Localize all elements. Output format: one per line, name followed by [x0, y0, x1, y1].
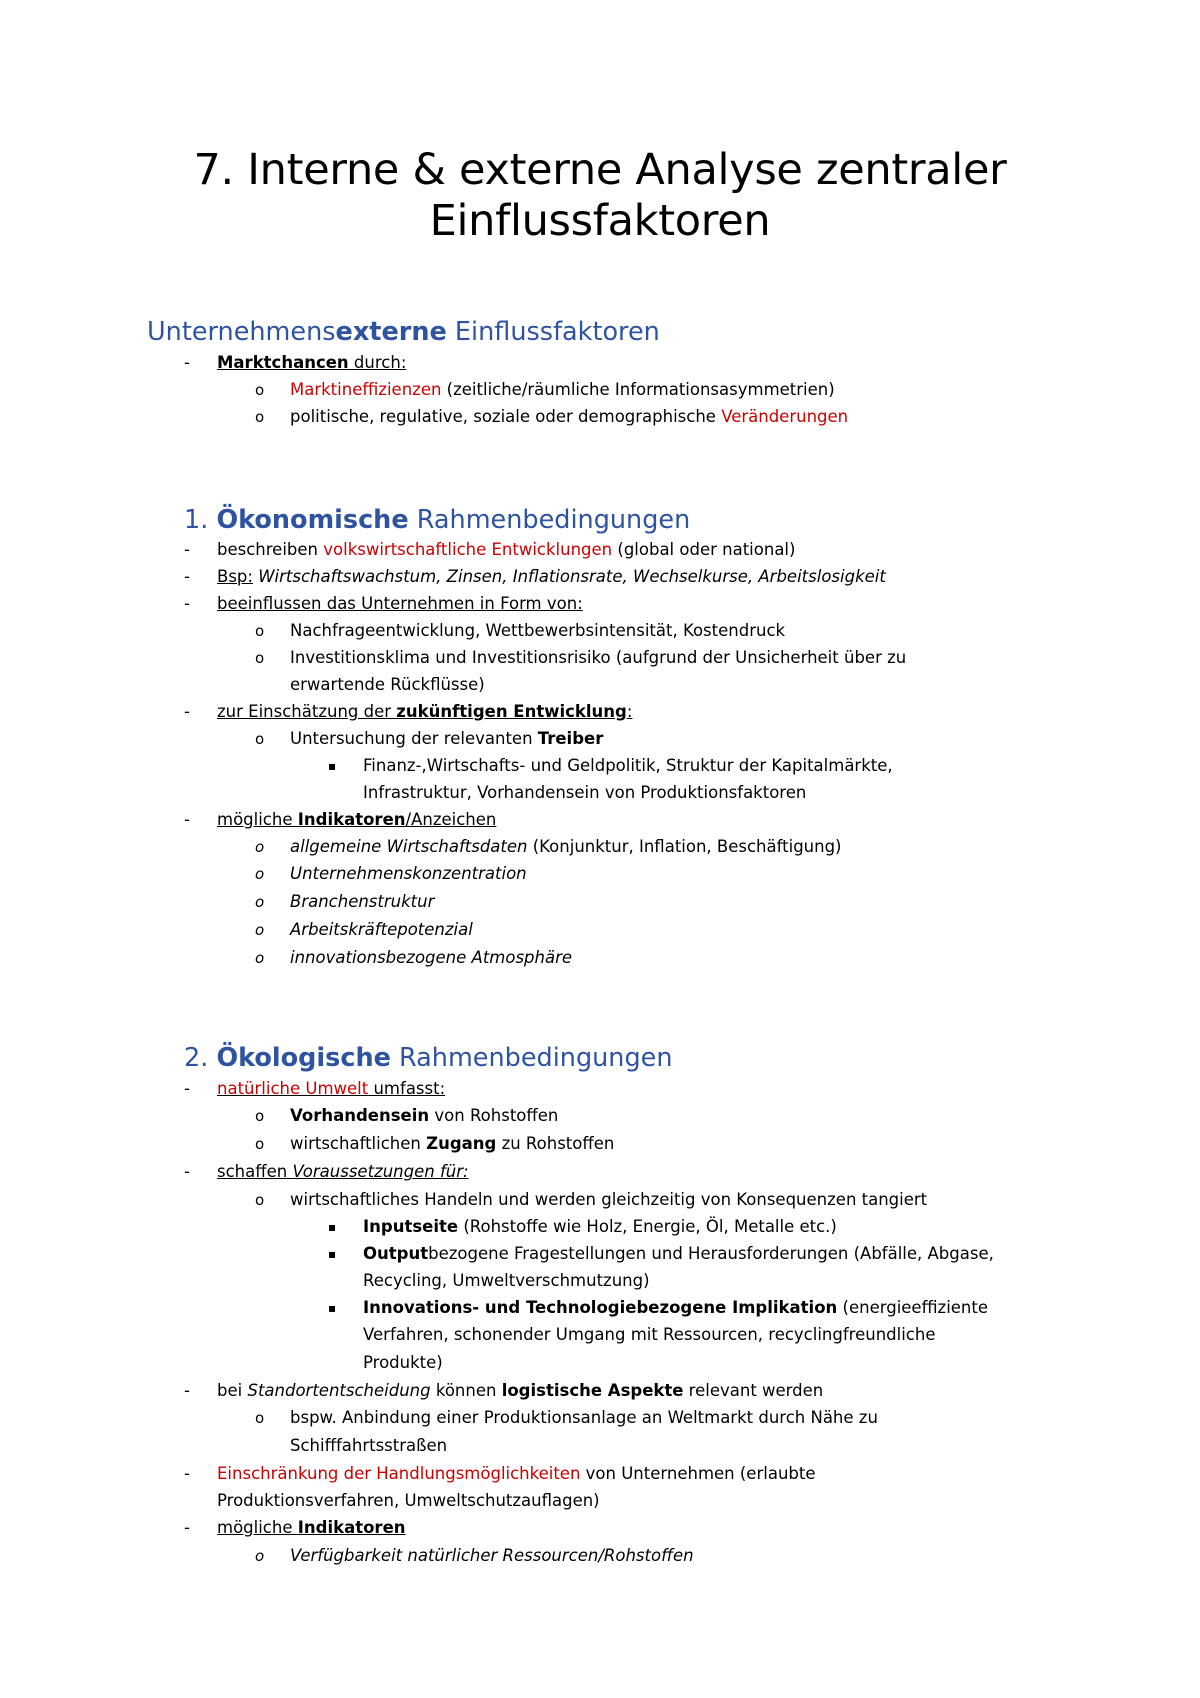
list-item: Arbeitskräftepotenzial	[290, 920, 473, 939]
square-marker: ▪	[328, 1220, 337, 1234]
square-marker: ▪	[328, 759, 337, 773]
list-item: Untersuchung der relevanten Treiber	[290, 729, 604, 748]
list-item: Outputbezogene Fragestellungen und Herausforderungen (Abfälle, Abgase,	[363, 1244, 994, 1263]
list-item: mögliche Indikatoren	[217, 1518, 406, 1537]
list-item-continuation: Schifffahrtsstraßen	[290, 1436, 448, 1455]
list-item: Bsp: Wirtschaftswachstum, Zinsen, Inflationsrate, Wechselkurse, Arbeitslosigkeit	[217, 567, 886, 586]
list-item: allgemeine Wirtschaftsdaten (Konjunktur, Inflation, Beschäftigung)	[290, 837, 842, 856]
list-item: Marktchancen durch:	[217, 353, 407, 372]
section-heading-external-factors: Unternehmensexterne Einflussfaktoren	[147, 317, 660, 347]
list-item: Einschränkung der Handlungsmöglichkeiten von Unternehmen (erlaubte	[217, 1464, 816, 1483]
circle-marker: o	[255, 1107, 265, 1125]
list-item: wirtschaftliches Handeln und werden gleichzeitig von Konsequenzen tangiert	[290, 1190, 928, 1209]
list-item: beschreiben volkswirtschaftliche Entwicklungen (global oder national)	[217, 540, 796, 559]
dash-marker: -	[184, 1518, 190, 1537]
dash-marker: -	[184, 540, 190, 559]
list-item: bei Standortentscheidung können logistische Aspekte relevant werden	[217, 1381, 824, 1400]
dash-marker: -	[184, 594, 190, 613]
circle-marker: o	[255, 838, 265, 856]
circle-marker: o	[255, 408, 265, 426]
circle-marker: o	[255, 949, 265, 967]
list-item: politische, regulative, soziale oder demographische Veränderungen	[290, 407, 849, 426]
list-item: schaffen Voraussetzungen für:	[217, 1162, 469, 1181]
dash-marker: -	[184, 1079, 190, 1098]
list-item-continuation: Verfahren, schonender Umgang mit Ressourcen, recyclingfreundliche	[363, 1325, 936, 1344]
section-heading-ecological: 2. Ökologische Rahmenbedingungen	[184, 1043, 673, 1073]
list-item: zur Einschätzung der zukünftigen Entwicklung:	[217, 702, 633, 721]
list-item: innovationsbezogene Atmosphäre	[290, 948, 573, 967]
circle-marker: o	[255, 893, 265, 911]
list-item: Vorhandensein von Rohstoffen	[290, 1106, 559, 1125]
dash-marker: -	[184, 353, 190, 372]
dash-marker: -	[184, 567, 190, 586]
list-item-continuation: Produkte)	[363, 1353, 443, 1372]
list-item: natürliche Umwelt umfasst:	[217, 1079, 446, 1098]
list-item: Finanz-,Wirtschafts- und Geldpolitik, Struktur der Kapitalmärkte,	[363, 756, 893, 775]
list-item: beeinflussen das Unternehmen in Form von:	[217, 594, 583, 613]
square-marker: ▪	[328, 1247, 337, 1261]
list-item: Investitionsklima und Investitionsrisiko (aufgrund der Unsicherheit über zu	[290, 648, 907, 667]
dash-marker: -	[184, 1381, 190, 1400]
square-marker: ▪	[328, 1301, 337, 1315]
list-item: Unternehmenskonzentration	[290, 864, 527, 883]
page-title-line2: Einflussfaktoren	[429, 196, 771, 246]
list-item: Nachfrageentwicklung, Wettbewerbsintensität, Kostendruck	[290, 621, 786, 640]
circle-marker: o	[255, 730, 265, 748]
dash-marker: -	[184, 1162, 190, 1181]
list-item: Innovations- und Technologiebezogene Implikation (energieeffiziente	[363, 1298, 989, 1317]
list-item: Branchenstruktur	[290, 892, 435, 911]
dash-marker: -	[184, 702, 190, 721]
circle-marker: o	[255, 1135, 265, 1153]
circle-marker: o	[255, 865, 265, 883]
circle-marker: o	[255, 381, 265, 399]
list-item-continuation: Infrastruktur, Vorhandensein von Produktionsfaktoren	[363, 783, 807, 802]
list-item: Marktineffizienzen (zeitliche/räumliche Informationsasymmetrien)	[290, 380, 835, 399]
list-item: mögliche Indikatoren/Anzeichen	[217, 810, 497, 829]
dash-marker: -	[184, 1464, 190, 1483]
list-item: Inputseite (Rohstoffe wie Holz, Energie, Öl, Metalle etc.)	[363, 1217, 837, 1236]
circle-marker: o	[255, 649, 265, 667]
list-item: bspw. Anbindung einer Produktionsanlage an Weltmarkt durch Nähe zu	[290, 1408, 878, 1427]
list-item: wirtschaftlichen Zugang zu Rohstoffen	[290, 1134, 615, 1153]
circle-marker: o	[255, 622, 265, 640]
circle-marker: o	[255, 1191, 265, 1209]
list-item-continuation: Produktionsverfahren, Umweltschutzauflagen)	[217, 1491, 600, 1510]
page-title-line1: 7. Interne & externe Analyse zentraler	[193, 145, 1007, 195]
circle-marker: o	[255, 1547, 265, 1565]
circle-marker: o	[255, 1409, 265, 1427]
list-item: Verfügbarkeit natürlicher Ressourcen/Rohstoffen	[290, 1546, 694, 1565]
circle-marker: o	[255, 921, 265, 939]
section-heading-economic: 1. Ökonomische Rahmenbedingungen	[184, 505, 691, 535]
list-item-continuation: Recycling, Umweltverschmutzung)	[363, 1271, 650, 1290]
list-item-continuation: erwartende Rückflüsse)	[290, 675, 485, 694]
dash-marker: -	[184, 810, 190, 829]
